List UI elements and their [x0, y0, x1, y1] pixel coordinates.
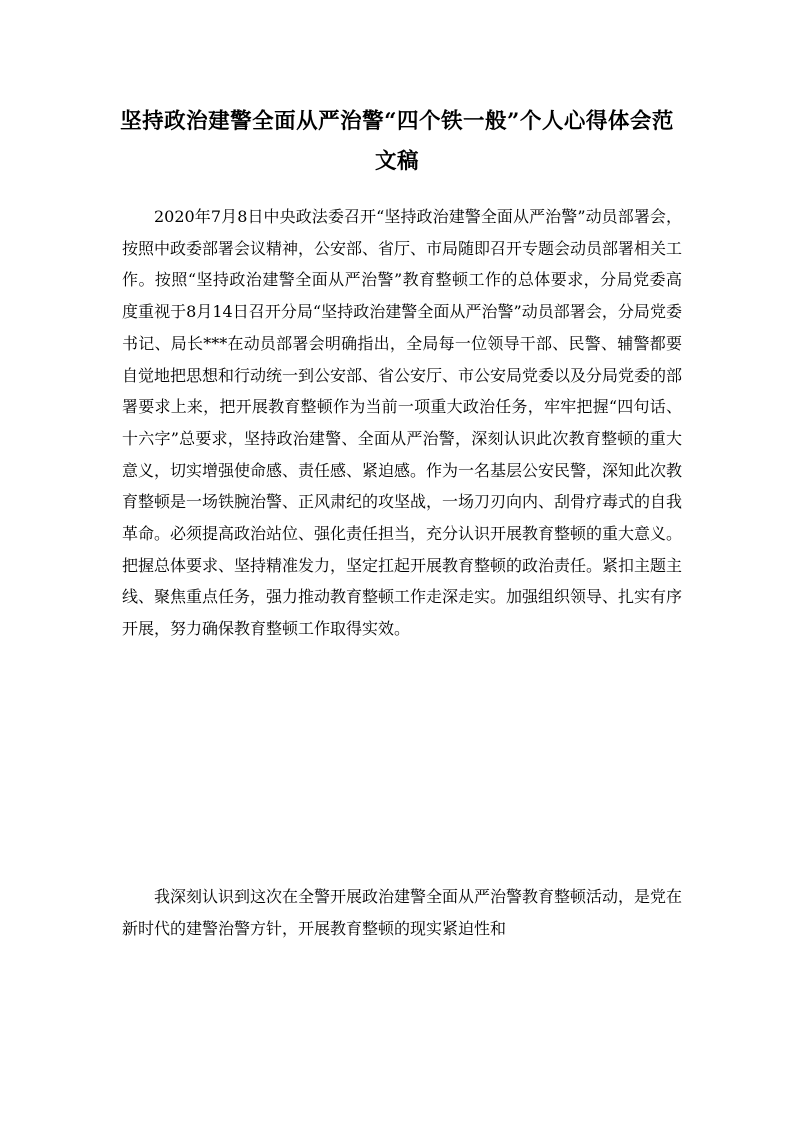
document-title: 坚持政治建警全面从严治警“四个铁一般”个人心得体会范文稿: [120, 109, 674, 174]
body-paragraph-2: 我深刻认识到这次在全警开展政治建警全面从严治警教育整顿活动，是党在新时代的建警治警方针，开展教育整顿的现实紧迫性和: [122, 887, 683, 938]
body-paragraph-1: 2020年7月8日中央政法委召开“坚持政治建警全面从严治警”动员部署会，按照中政委部署会议精神，公安部、省厅、市局随即召开专题会动员部署相关工作。按照“坚持政治建警全面从严治警”教育整顿工作的总体要求，分局党委高度重视于8月14日召开分局“坚持政治建警全面从严治警”动员部署会，分局党委书记、局长***在动员部署会明确指出，全局每一位领导干部、民警、辅警都要自觉地把思想和行动统一到公安部、省公安厅、市公安局党委以及分局党委的部署要求上来，把开展教育整顿作为当前一项重大政治任务，牢牢把握“四句话、十六字”总要求，坚持政治建警、全面从严治警，深刻认识此次教育整顿的重大意义，切实增强使命感、责任感、紧迫感。作为一名基层公安民警，深知此次教育整顿是一场铁腕治警、正风肃纪的攻坚战，一场刀刃向内、刮骨疗毒式的自我革命。必须提高政治站位、强化责任担当，充分认识开展教育整顿的重大意义。把握总体要求、坚持精准发力，坚定扛起开展教育整顿的政治责任。紧扣主题主线、聚焦重点任务，强力推动教育整顿工作走深走实。加强组织领导、扎实有序开展，努力确保教育整顿工作取得实效。: [122, 207, 683, 639]
